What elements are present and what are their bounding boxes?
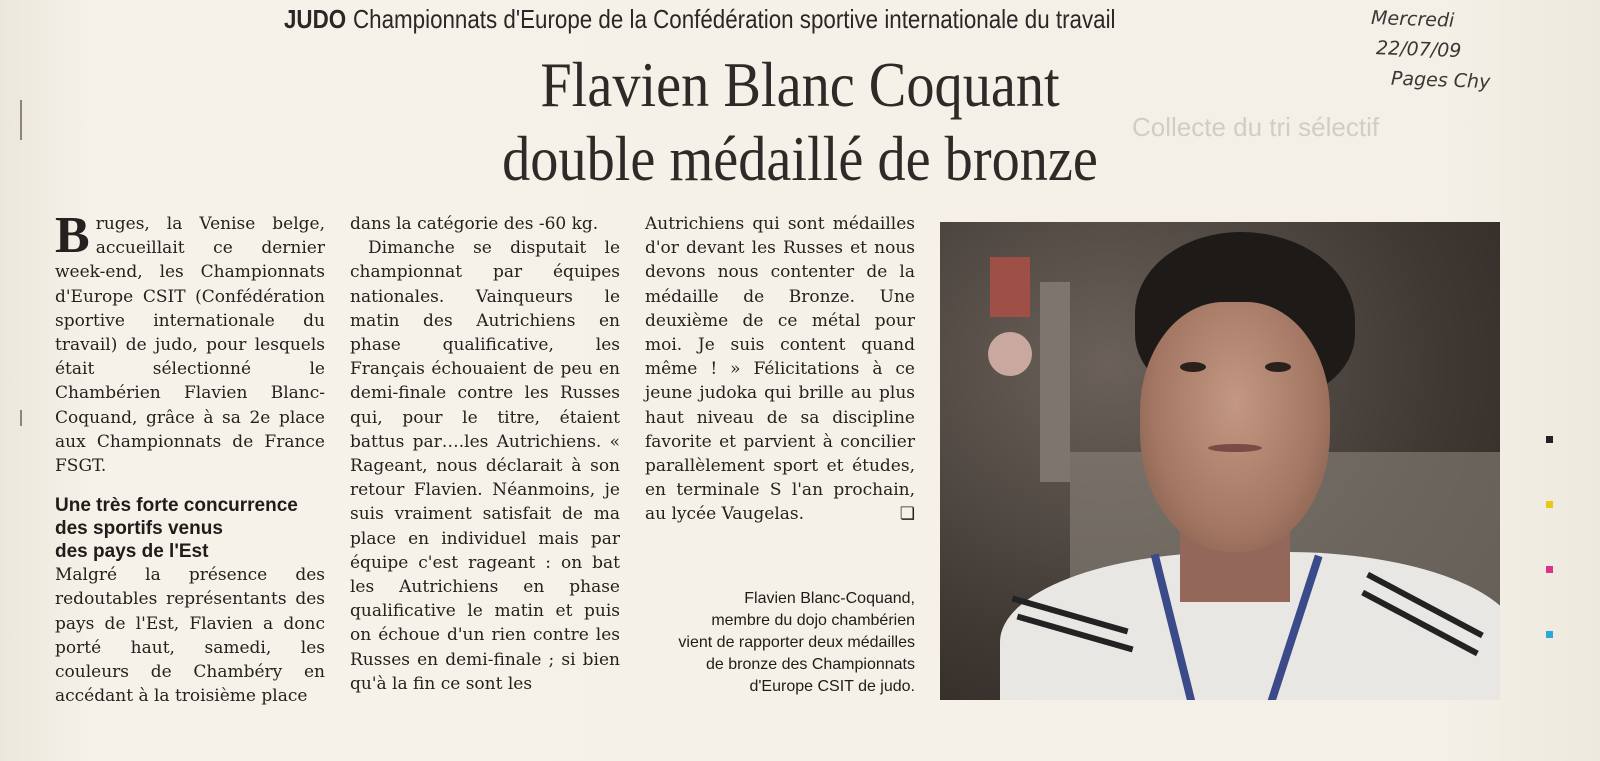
registration-mark-yellow bbox=[1546, 501, 1553, 508]
kicker-text: Championnats d'Europe de la Confédération sportive internationale du travail bbox=[353, 4, 1116, 34]
article-column-1 bbox=[55, 207, 325, 712]
caption-line-1: Flavien Blanc-Coquand, bbox=[744, 590, 915, 607]
print-registration-marks bbox=[1546, 436, 1556, 696]
caption-line-5: d'Europe CSIT de judo. bbox=[749, 678, 915, 695]
article-column-2 bbox=[350, 212, 620, 712]
article-subhead bbox=[55, 494, 325, 563]
article-paragraph: dans la catégorie des -60 kg. bbox=[350, 214, 599, 234]
section-tag: JUDO bbox=[284, 4, 347, 34]
closing-text: Autrichiens qui sont médailles d'or devant les Russes et nous devons nous contenter de la médaille de Bronze. Une deuxième de ce métal pour moi. Je suis content quand même ! » Félicitations à ce jeune judoka qui brille au plus haut niveau de sa discipline favorite et parvient à concilier parallèlement sport et études, en terminale S l'an prochain, au lycée Vaugelas. bbox=[645, 214, 915, 525]
registration-mark-cyan bbox=[1546, 631, 1553, 638]
registration-mark-magenta bbox=[1546, 566, 1553, 573]
background-pillar bbox=[1040, 282, 1070, 482]
background-banner bbox=[990, 257, 1030, 317]
subhead-line-2: des sportifs venus bbox=[55, 518, 223, 540]
article-kicker bbox=[284, 2, 1178, 36]
drop-cap: B bbox=[55, 207, 90, 264]
subhead-line-3: des pays de l'Est bbox=[55, 541, 209, 563]
athlete-eye bbox=[1180, 362, 1206, 372]
handwritten-date: 22/07/09 bbox=[1375, 37, 1462, 63]
article-paragraph: Dimanche se disputait le championnat par équipes nationales. Vainqueurs le matin des Autrichiens en phase qualificative, les Français échouaient de peu en demi-finale contre les Russes qui, pour le titre, étaient battus par….les Autrichiens. « Rageant, nous déclarait à son retour Flavien. Néanmoins, je suis vraiment satisfait de ma place en individuel mais par équipe c'est rageant : on bat les Autrichiens en phase qualificative le matin et puis on échoue d'un rien contre les Russes en demi-finale ; si bien qu'à la fin ce sont les bbox=[350, 238, 620, 694]
caption-line-3: vient de rapporter deux médailles bbox=[678, 634, 915, 651]
background-emblem bbox=[988, 332, 1032, 376]
handwritten-note bbox=[1368, 3, 1551, 99]
caption-line-4: de bronze des Championnats bbox=[705, 656, 915, 673]
athlete-photo bbox=[940, 222, 1500, 700]
athlete-mouth bbox=[1208, 444, 1262, 452]
headline-line-1: Flavien Blanc Coquant bbox=[540, 49, 1060, 120]
registration-mark-black bbox=[1546, 436, 1553, 443]
end-mark-icon: ❏ bbox=[899, 504, 915, 525]
article-paragraph: Malgré la présence des redoutables représentants des pays de l'Est, Flavien a donc porté haut, samedi, les couleurs de Chambéry en accédant à la troisième place bbox=[55, 565, 325, 707]
handwritten-source: Pages Chy bbox=[1390, 67, 1491, 94]
left-margin-rule bbox=[20, 100, 22, 140]
article-intro bbox=[55, 207, 325, 478]
subhead-line-1: Une très forte concurrence bbox=[55, 495, 298, 517]
athlete-eye bbox=[1265, 362, 1291, 372]
athlete-face bbox=[1140, 302, 1330, 552]
bleed-heading-right: Collecte du tri sélectif bbox=[1132, 112, 1380, 142]
article-headline bbox=[483, 48, 1117, 196]
intro-text: ruges, la Venise belge, accueillait ce dernier week-end, les Championnats d'Europe CSIT (Confédération sportive internationale du travail) de judo, pour lesquels était sélectionné le Chambérien Flavien Blanc-Coquand, grâce à sa 2e place aux Championnats de France FSGT. bbox=[55, 214, 325, 477]
photo-caption bbox=[650, 588, 915, 698]
left-margin-rule bbox=[20, 410, 22, 426]
article-paragraph bbox=[645, 212, 915, 527]
handwritten-day: Mercredi bbox=[1370, 6, 1455, 32]
headline-line-2: double médaillé de bronze bbox=[502, 123, 1098, 194]
caption-line-2: membre du dojo chambérien bbox=[711, 612, 915, 629]
